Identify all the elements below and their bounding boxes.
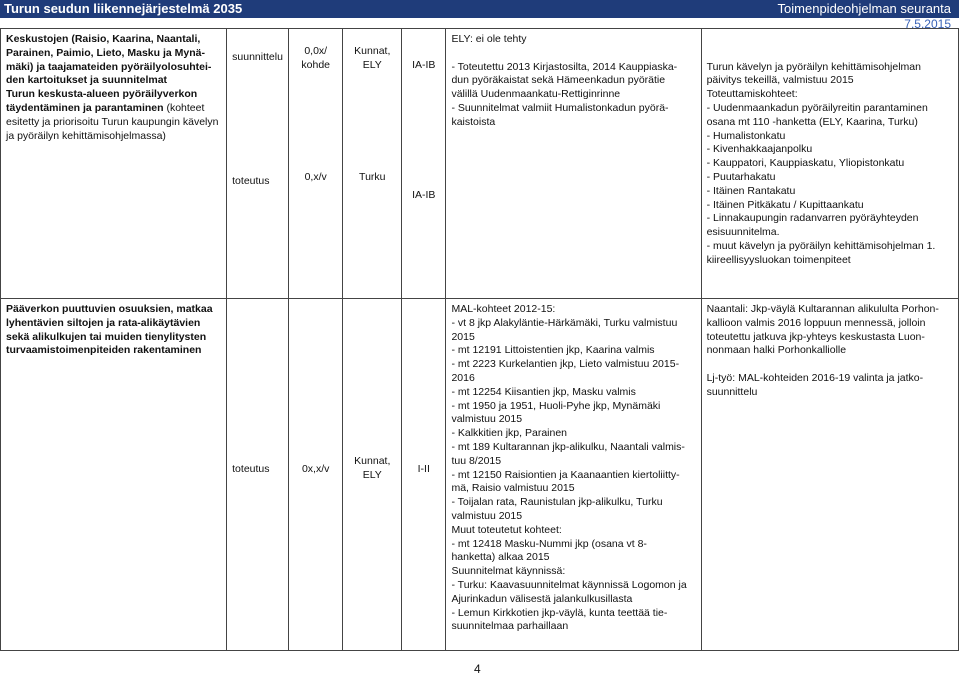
progress-line: - mt 12254 Kiisantien jkp, Masku valmis: [451, 385, 636, 398]
progress-line: - Lemun Kirkkotien jkp-väylä, kunta teettää tie-: [451, 606, 668, 619]
title-line: lyhentävien siltojen ja rata-alikäytävien: [6, 316, 201, 329]
title-line: Turun keskusta-alueen pyöräilyverkon: [6, 88, 198, 101]
progress-line: - mt 2223 Kurkelantien jkp, Lieto valmistuu 2015-: [451, 358, 680, 371]
notes-line: - Itäinen Pitkäkatu / Kupittaankatu: [706, 198, 864, 211]
progress-line: - mt 12150 Raisiontien ja Kaanaantien kiertoliitty-: [451, 468, 680, 481]
progress-line: - Toteutettu 2013 Kirjastosilta, 2014 Kauppiaska-: [451, 60, 678, 73]
notes-line: Naantali: Jkp-väylä Kultarannan alikululta Porhon-: [706, 303, 939, 315]
measure-title: [6, 303, 221, 358]
class-implementation: I-II: [417, 463, 430, 475]
progress-line: - mt 189 Kultarannan jkp-alikulku, Naantali valmis-: [451, 440, 685, 453]
progress-line: tuu 8/2015: [451, 454, 502, 467]
notes-line: osana mt 110 -hanketta (ELY, Kaarina, Turku): [706, 115, 918, 128]
document-header: [0, 0, 959, 18]
progress-cell: [446, 299, 701, 651]
notes-line: [707, 358, 953, 372]
progress-line: - mt 1950 ja 1951, Huoli-Pyhe jkp, Mynämäki: [451, 399, 661, 412]
status-implementation: toteutus: [232, 463, 270, 475]
notes-line: esisuunnitelma.: [706, 226, 780, 239]
measure-title: [6, 33, 221, 88]
notes-line: Lj-työ: MAL-kohteiden 2016-19 valinta ja jatko-: [706, 371, 924, 384]
progress-line: - mt 12418 Masku-Nummi jkp (osana vt 8-: [451, 537, 647, 550]
class-implementation: IA-IB: [412, 188, 436, 201]
notes-line: - Kauppatori, Kauppiaskatu, Yliopistonkatu: [706, 157, 905, 170]
title-line: Pääverkon puuttuvien osuuksien, matkaa: [6, 303, 213, 315]
notes-line: [707, 47, 953, 61]
progress-line: mä, Raisio valmistuu 2015: [451, 482, 575, 495]
notes-line: - Uudenmaankadun pyöräilyreitin parantaminen: [706, 101, 928, 114]
progress-cell: [446, 29, 701, 299]
progress-line: kaistoista: [451, 115, 496, 128]
progress-line: dun pyöräkaistat sekä Hämeenkadun pyörätie: [451, 74, 666, 87]
cost-cell: [288, 29, 343, 299]
progress-line: Ajurinkadun välisestä jalankulkusillasta: [451, 592, 633, 605]
cost-planning: 0,0x/ kohde: [301, 45, 330, 71]
class-planning: IA-IB: [412, 59, 436, 71]
notes-line: Turun kävelyn ja pyöräilyn kehittämisohjelman: [706, 60, 921, 73]
title-line: turvaamistoimenpiteiden rakentaminen: [6, 344, 202, 357]
progress-line: 2015: [451, 330, 475, 343]
responsible-implementation: Turku: [359, 171, 386, 183]
cost-cell: [288, 299, 343, 651]
progress-line: - Toijalan rata, Raunistulan jkp-alikulku, Turku: [451, 496, 663, 509]
notes-line: toteutettu jatkuva jkp-yhteys keskustasta Luon-: [706, 330, 925, 343]
title-line: mäki) ja taajamateiden pyöräilyolosuhtei-: [6, 60, 212, 73]
notes-line: - Humalistonkatu: [706, 129, 786, 142]
measures-table: [0, 28, 959, 651]
status-implementation: toteutus: [232, 174, 270, 187]
title-note: (kohteet: [163, 101, 205, 114]
notes-line: - Itäinen Rantakatu: [706, 184, 796, 197]
responsible-planning: Kunnat, ELY: [354, 45, 391, 71]
status-planning: suunnittelu: [232, 51, 283, 63]
notes-line: päivitys tekeillä, valmistuu 2015: [706, 74, 854, 87]
header-subtitle: Toimenpideohjelman seuranta: [777, 1, 951, 16]
progress-line: - vt 8 jkp Alakyläntie-Härkämäki, Turku valmistuu: [451, 316, 678, 329]
title-line: Keskustojen (Raisio, Kaarina, Naantali,: [6, 33, 201, 45]
progress-line: [451, 47, 695, 61]
title-line: Parainen, Paimio, Lieto, Masku ja Mynä-: [6, 46, 205, 59]
notes-line: [707, 33, 953, 47]
progress-line: - mt 12191 Littoistentien jkp, Kaarina valmis: [451, 344, 655, 357]
title-line: sekä alikulkujen tai muiden tienylitysten: [6, 330, 207, 343]
progress-line: hanketta) alkaa 2015: [451, 551, 550, 564]
progress-line: 2016: [451, 371, 475, 384]
progress-line: MAL-kohteet 2012-15:: [451, 303, 556, 315]
notes-line: kallioon valmis 2016 loppuun mennessä, jolloin: [706, 316, 926, 329]
document-date: 7.5.2015: [904, 17, 951, 31]
title-note: esitetty ja priorisoitu Turun kaupungin kävelyn: [6, 115, 219, 128]
progress-line: valmistuu 2015: [451, 413, 523, 426]
title-line: täydentäminen ja parantaminen (kohteet: [6, 101, 205, 114]
title-line: den kartoitukset ja suunnitelmat: [6, 74, 168, 87]
progress-line: välillä Uudenmaankatu-Rettiginrinne: [451, 88, 621, 101]
notes-line: - Puutarhakatu: [706, 170, 776, 183]
progress-line: ELY: ei ole tehty: [451, 33, 527, 45]
progress-line: - Suunnitelmat valmiit Humalistonkadun pyörä-: [451, 101, 669, 114]
measure-title-cell: [1, 299, 227, 651]
table-row: [1, 29, 959, 299]
progress-line: - Turku: Kaavasuunnitelmat käynnissä Logomon ja: [451, 578, 687, 591]
progress-line: suunnitelmaa parhaillaan: [451, 620, 569, 633]
responsible-cell: [343, 29, 402, 299]
responsible-implementation: Kunnat, ELY: [354, 455, 391, 481]
progress-line: - Kalkkitien jkp, Parainen: [451, 427, 568, 440]
measure-title-cell: [1, 29, 227, 299]
notes-line: - Linnakaupungin radanvarren pyöräyhteyden: [706, 212, 919, 225]
class-cell: [402, 299, 446, 651]
notes-line: Toteuttamiskohteet:: [706, 88, 798, 101]
notes-line: nonmaan halki Porhonkalliolle: [706, 344, 847, 357]
cost-implementation: 0x,x/v: [301, 463, 330, 475]
page-number: 4: [474, 662, 481, 676]
progress-line: valmistuu 2015: [451, 509, 523, 522]
notes-cell: [701, 29, 958, 299]
notes-line: kiireellisyysluokan toimenpiteet: [706, 253, 851, 266]
notes-line: suunnittelu: [706, 385, 758, 398]
table-row: [1, 299, 959, 651]
header-title: Turun seudun liikennejärjestelmä 2035: [4, 1, 243, 16]
cost-implementation: 0,x/v: [304, 171, 327, 183]
notes-cell: [701, 299, 958, 651]
responsible-cell: [343, 299, 402, 651]
title-note: ja pyöräilyn kehittämisohjelmassa): [6, 129, 166, 142]
measure-title-2: [6, 88, 221, 143]
class-cell: [402, 29, 446, 299]
progress-line: Suunnitelmat käynnissä:: [451, 565, 566, 578]
progress-line: Muut toteutetut kohteet:: [451, 523, 562, 536]
notes-line: - muut kävelyn ja pyöräilyn kehittämisohjelman 1.: [706, 239, 936, 252]
notes-line: - Kivenhakkaajanpolku: [706, 143, 813, 156]
status-cell: [227, 299, 289, 651]
status-cell: [227, 29, 289, 299]
